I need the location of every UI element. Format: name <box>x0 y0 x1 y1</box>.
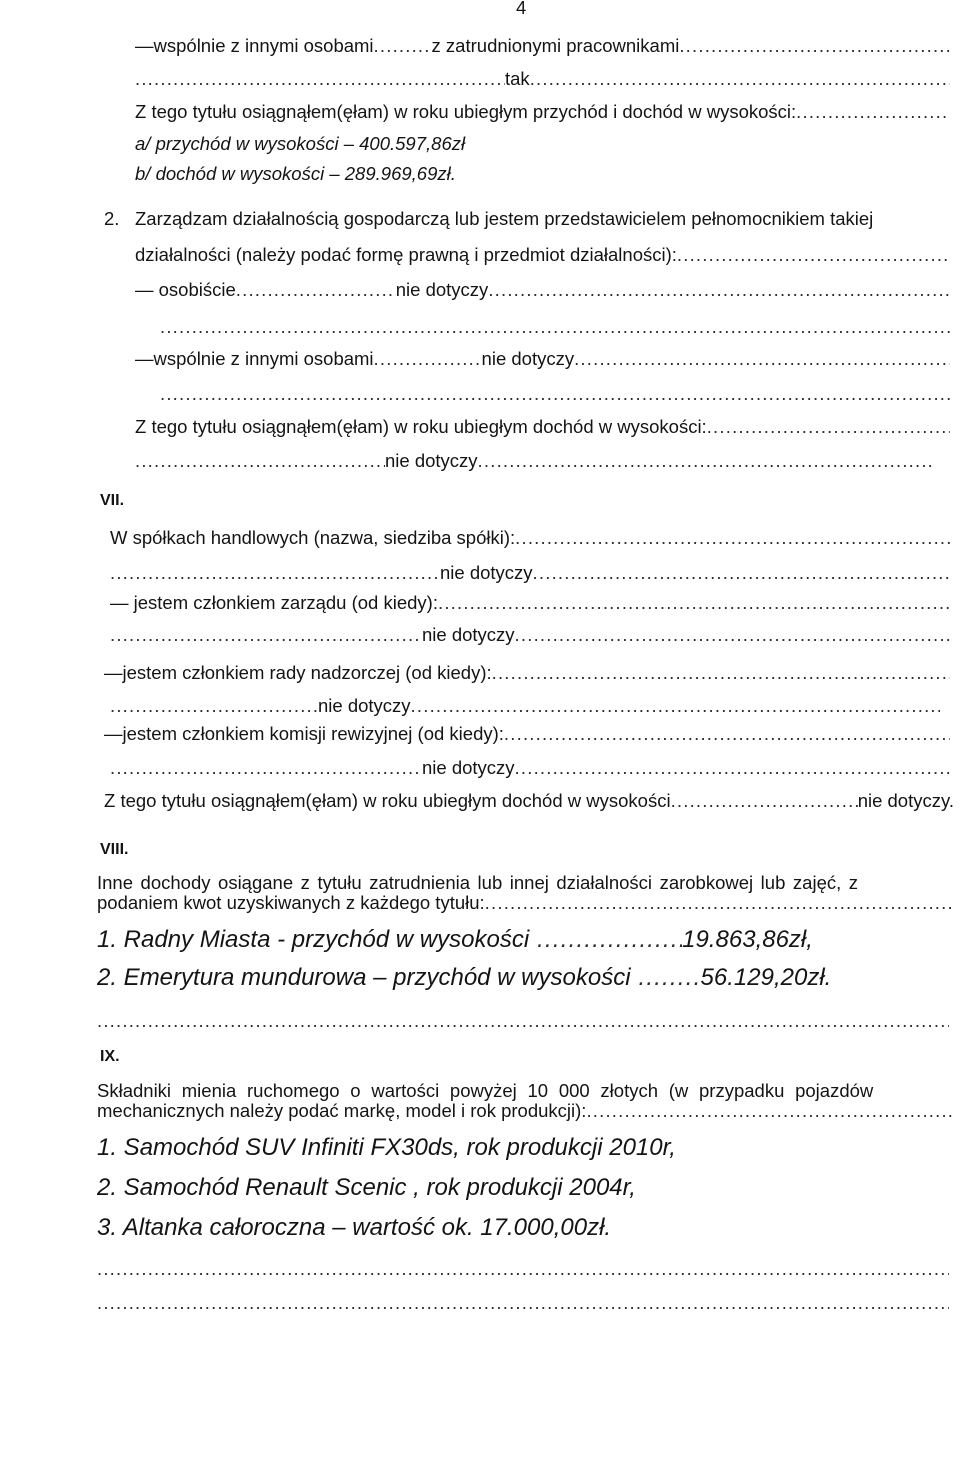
supervisory-value-line <box>110 695 940 717</box>
item-2-line-2 <box>135 244 950 266</box>
dot-leader <box>586 1100 952 1122</box>
joint-line <box>135 348 950 370</box>
dot-leader <box>110 624 422 646</box>
ix-intro-text-2: mechanicznych należy podać markę, model i rok produkcji): <box>97 1100 587 1121</box>
dot-leader <box>677 244 950 266</box>
ix-intro-line-1 <box>97 1080 957 1102</box>
income2-value-line <box>135 450 935 472</box>
viii-item-1 <box>97 926 867 954</box>
companies-value: nie dotyczy <box>440 562 533 583</box>
joint-value: nie dotyczy <box>481 348 575 369</box>
viii-item-1-value: 19.863,86zł, <box>682 926 813 953</box>
income2-line <box>135 416 950 438</box>
dot-leader <box>97 1258 949 1280</box>
income2-value: nie dotyczy <box>385 450 478 471</box>
dot-leader <box>707 416 950 438</box>
audit-label: —jestem członkiem komisji rewizyjnej (od kiedy): <box>104 723 504 744</box>
dot-leader <box>671 790 858 812</box>
viii-intro-text-1: Inne dochody osiągane z tytułu zatrudnienia lub innej działalności zarobkowej lub zajęć, z <box>97 872 859 893</box>
dot-leader <box>488 279 950 301</box>
tak-line <box>135 68 950 90</box>
personal-value: nie dotyczy <box>395 279 489 300</box>
board-value: nie dotyczy <box>422 624 515 645</box>
dot-leader <box>492 662 950 684</box>
dot-leader <box>160 383 950 405</box>
tak-value: tak <box>505 68 530 89</box>
supervisory-label: —jestem członkiem rady nadzorczej (od kiedy): <box>104 662 492 683</box>
item-2-number: 2. <box>104 208 120 229</box>
supervisory-value: nie dotyczy <box>318 695 411 716</box>
viii-intro-line-2 <box>97 892 952 914</box>
board-value-line <box>110 624 950 646</box>
audit-value-line <box>110 757 950 779</box>
income2-text: Z tego tytułu osiągnąłem(ęłam) w roku ubiegłym dochód w wysokości: <box>135 416 707 437</box>
audit-value: nie dotyczy <box>422 757 515 778</box>
blank-dotted-line <box>160 316 950 338</box>
viii-item-1-label: 1. Radny Miasta - przychód w wysokości <box>97 926 530 953</box>
dot-leader <box>110 695 318 717</box>
companies-line <box>110 527 950 549</box>
dot-leader <box>374 348 482 370</box>
dot-leader <box>110 562 440 584</box>
dot-leader <box>478 450 935 472</box>
dot-leader <box>515 757 950 779</box>
income-value: b/ dochód w wysokości – 289.969,69zł. <box>135 163 456 184</box>
revenue-line <box>135 133 950 155</box>
dot-leader <box>639 964 701 992</box>
personal-line <box>135 279 950 301</box>
page-number: 4 <box>516 0 527 18</box>
item-2-line-1 <box>135 208 950 230</box>
supervisory-line <box>104 662 950 684</box>
dot-leader <box>110 757 422 779</box>
companies-value-line <box>110 562 950 584</box>
dot-leader <box>160 316 950 338</box>
ix-item-2 <box>97 1174 897 1202</box>
section-ix-heading: IX. <box>100 1048 120 1065</box>
revenue-value: a/ przychód w wysokości – 400.597,86zł <box>135 133 466 154</box>
dot-leader <box>574 348 950 370</box>
vii-income-line <box>104 790 954 812</box>
viii-intro-line-1 <box>97 872 957 894</box>
audit-line <box>104 723 950 745</box>
vii-income-value: nie dotyczy. <box>857 790 954 811</box>
joint-label: —wspólnie z innymi osobami <box>135 348 374 369</box>
dot-leader <box>530 68 950 90</box>
dot-leader <box>135 68 505 90</box>
income-intro-text: Z tego tytułu osiągnąłem(ęłam) w roku ubiegłym przychód i dochód w wysokości: <box>135 101 797 122</box>
dot-leader <box>533 562 950 584</box>
viii-item-2 <box>97 964 887 992</box>
dot-leader <box>135 450 385 472</box>
dot-leader <box>679 35 950 57</box>
dot-leader <box>438 592 950 614</box>
dot-leader <box>97 1292 949 1314</box>
ix-intro-text-1: Składniki mienia ruchomego o wartości powyżej 10 000 złotych (w przypadku pojazdów <box>97 1080 874 1101</box>
vii-income-text: Z tego tytułu osiągnąłem(ęłam) w roku ubiegłym dochód w wysokości <box>104 790 671 811</box>
dot-leader <box>796 101 950 123</box>
viii-intro-text-2: podaniem kwot uzyskiwanych z każdego tytułu: <box>97 892 485 913</box>
dot-leader <box>537 926 682 954</box>
viii-item-2-label: 2. Emerytura mundurowa – przychód w wysokości <box>97 964 631 991</box>
ix-item-3-text: 3. Altanka całoroczna – wartość ok. 17.000,00zł. <box>97 1214 612 1241</box>
item-2-text-2: działalności (należy podać formę prawną i przedmiot działalności): <box>135 244 677 265</box>
item-2-text-1: Zarządzam działalnością gospodarczą lub jestem przedstawicielem pełnomocnikiem takiej <box>135 208 874 229</box>
board-label: — jestem członkiem zarządu (od kiedy): <box>110 592 438 613</box>
blank-dotted-line <box>97 1258 949 1280</box>
blank-dotted-line <box>97 1010 949 1032</box>
companies-label: W spółkach handlowych (nazwa, siedziba spółki): <box>110 527 516 548</box>
ix-intro-line-2 <box>97 1100 952 1122</box>
ix-item-1-text: 1. Samochód SUV Infiniti FX30ds, rok produkcji 2010r, <box>97 1134 676 1161</box>
viii-item-2-value: 56.129,20zł. <box>700 964 832 991</box>
ix-item-2-text: 2. Samochód Renault Scenic , rok produkcji 2004r, <box>97 1174 636 1201</box>
income-intro-line <box>135 101 950 123</box>
coworkers-label: —wspólnie z innymi osobami <box>135 35 374 56</box>
dot-leader <box>411 695 940 717</box>
section-viii-heading: VIII. <box>100 841 129 858</box>
ix-item-3 <box>97 1214 897 1242</box>
dot-leader <box>236 279 396 301</box>
dot-leader <box>485 892 952 914</box>
dot-leader <box>504 723 950 745</box>
blank-dotted-line <box>97 1292 949 1314</box>
coworkers-mid: z zatrudnionymi pracownikami <box>431 35 680 56</box>
ix-item-1 <box>97 1134 897 1162</box>
personal-label: — osobiście <box>135 279 236 300</box>
dot-leader <box>515 527 950 549</box>
income-line <box>135 163 950 185</box>
dot-leader <box>374 35 432 57</box>
dot-leader <box>515 624 950 646</box>
dot-leader <box>97 1010 949 1032</box>
blank-dotted-line <box>160 383 950 405</box>
board-line <box>110 592 950 614</box>
section-vii-heading: VII. <box>100 492 125 509</box>
coworkers-line <box>135 35 950 57</box>
